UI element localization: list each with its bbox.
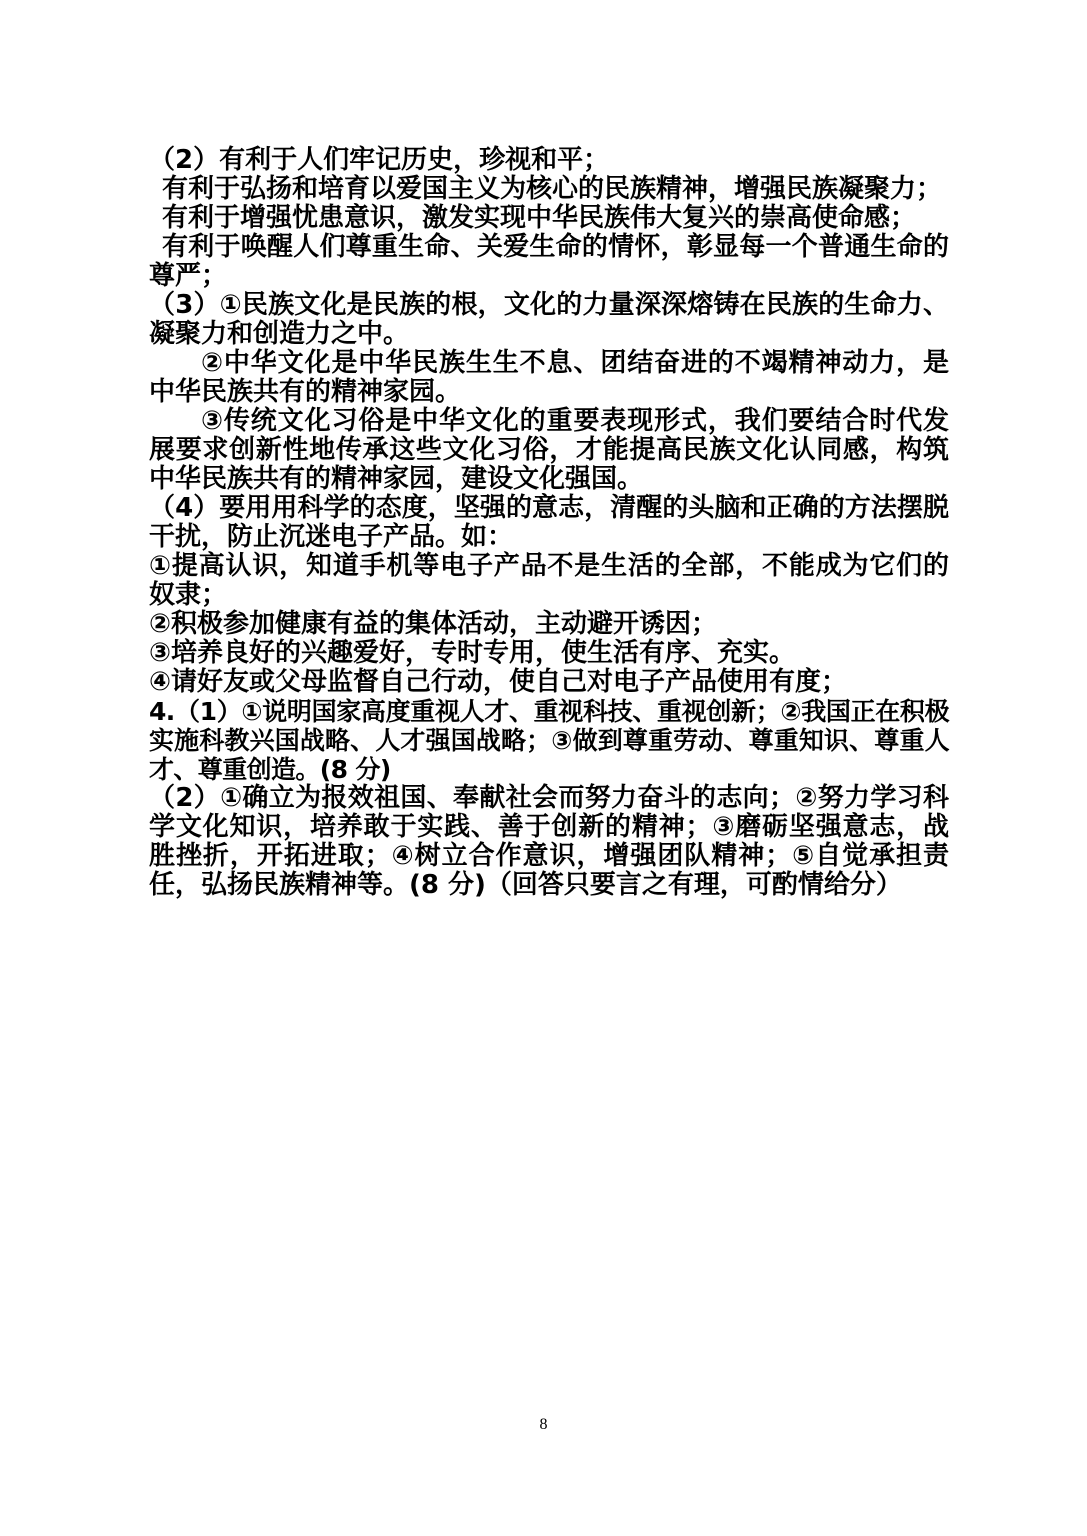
page-number: 8 [539, 1416, 548, 1433]
answer-2-heading: （2）有利于人们牢记历史，珍视和平； [149, 145, 610, 175]
answer-4-heading: （4）要用用科学的态度，坚强的意志，清醒的头脑和正确的方法摆脱干扰，防止沉迷电子产品。如： [149, 493, 949, 552]
answer-3-point-3: ③传统文化习俗是中华文化的重要表现形式，我们要结合时代发展要求创新性地传承这些文化习俗，才能提高民族文化认同感，构筑中华民族共有的精神家园，建设文化强国。 [149, 406, 949, 494]
answer-2-point-3: 有利于唤醒人们尊重生命、关爱生命的情怀，彰显每一个普通生命的尊严； [149, 232, 949, 291]
answer-3-point-1: （3）①民族文化是民族的根，文化的力量深深熔铸在民族的生命力、凝聚力和创造力之中。 [149, 290, 949, 349]
answer-4-point-3: ③培养良好的兴趣爱好，专时专用，使生活有序、充实。 [149, 638, 796, 668]
answer-2-point-1: 有利于弘扬和培育以爱国主义为核心的民族精神，增强民族凝聚力； [162, 174, 943, 204]
answer-4-point-2: ②积极参加健康有益的集体活动，主动避开诱因； [149, 609, 718, 639]
answer-text-block [149, 146, 949, 900]
answer-4-point-1: ①提高认识，知道手机等电子产品不是生活的全部，不能成为它们的奴隶； [149, 551, 949, 610]
answer-3-point-2: ②中华文化是中华民族生生不息、团结奋进的不竭精神动力，是中华民族共有的精神家园。 [149, 348, 949, 407]
question-4-part-1-answer: 4.（1）①说明国家高度重视人才、重视科技、重视创新；②我国正在积极实施科教兴国战略、人才强国战略；③做到尊重劳动、尊重知识、尊重人才、尊重创造。(8 分) [149, 697, 949, 784]
question-4-part-2-answer: （2）①确立为报效祖国、奉献社会而努力奋斗的志向；②努力学习科学文化知识，培养敢于实践、善于创新的精神；③磨砺坚强意志，战胜挫折，开拓进取；④树立合作意识，增强团队精神；⑤自觉承担责任，弘扬民族精神等。(8 分)（回答只要言之有理，可酌情给分） [149, 783, 949, 900]
answer-2-point-2: 有利于增强忧患意识，激发实现中华民族伟大复兴的崇高使命感； [162, 203, 917, 233]
answer-4-point-4: ④请好友或父母监督自己行动，使自己对电子产品使用有度； [149, 667, 848, 697]
